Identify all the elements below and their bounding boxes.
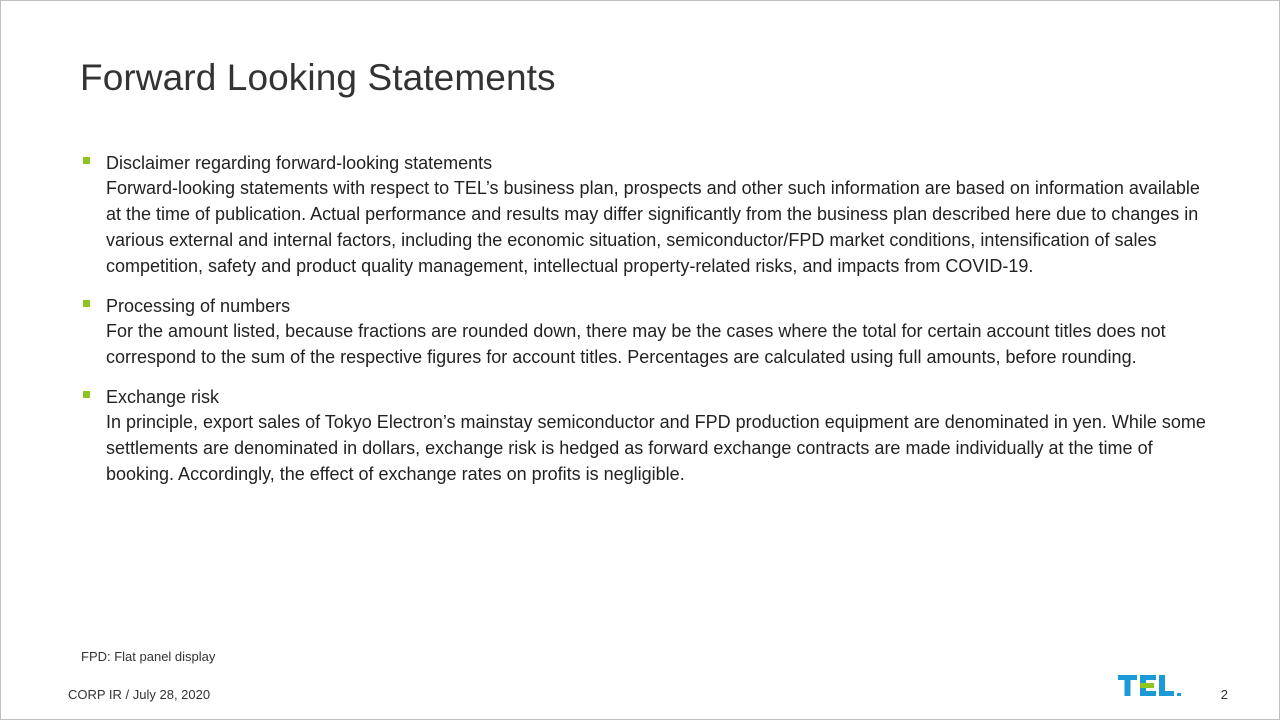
section-heading: Exchange risk	[106, 387, 220, 407]
section-disclaimer	[82, 151, 1212, 279]
section-heading: Disclaimer regarding forward-looking statements	[106, 153, 493, 173]
section-processing-numbers	[82, 294, 1212, 370]
bullet-square-icon	[83, 300, 90, 307]
section-exchange-risk	[82, 385, 1212, 487]
section-body: Forward-looking statements with respect to TEL’s business plan, prospects and other such information are based on information available at the time of publication. Actual performance and results may differ significantly from the business plan described here due to changes in various external and internal factors, including the economic situation, semiconductor/FPD market conditions, intensification of sales competition, safety and product quality management, intellectual property-related risks, and impacts from COVID-19.	[106, 178, 1200, 276]
section-body: In principle, export sales of Tokyo Electron’s mainstay semiconductor and FPD production equipment are denominated in yen. While some settlements are denominated in dollars, exchange risk is hedged as forward exchange contracts are made individually at the time of booking. Accordingly, the effect of exchange rates on profits is negligible.	[106, 412, 1206, 484]
footnote: FPD: Flat panel display	[81, 649, 216, 664]
footer-text: CORP IR / July 28, 2020	[68, 687, 211, 702]
section-body: For the amount listed, because fractions are rounded down, there may be the cases where the total for certain account titles does not correspond to the sum of the respective figures for account titles. Percentages are calculated using full amounts, before rounding.	[106, 321, 1166, 367]
content-area	[82, 151, 1212, 502]
page-title: Forward Looking Statements	[80, 57, 556, 98]
bullet-square-icon	[83, 391, 90, 398]
page-number: 2	[1220, 687, 1228, 702]
tel-logo	[1117, 673, 1187, 699]
bullet-square-icon	[83, 157, 90, 164]
section-heading: Processing of numbers	[106, 296, 291, 316]
